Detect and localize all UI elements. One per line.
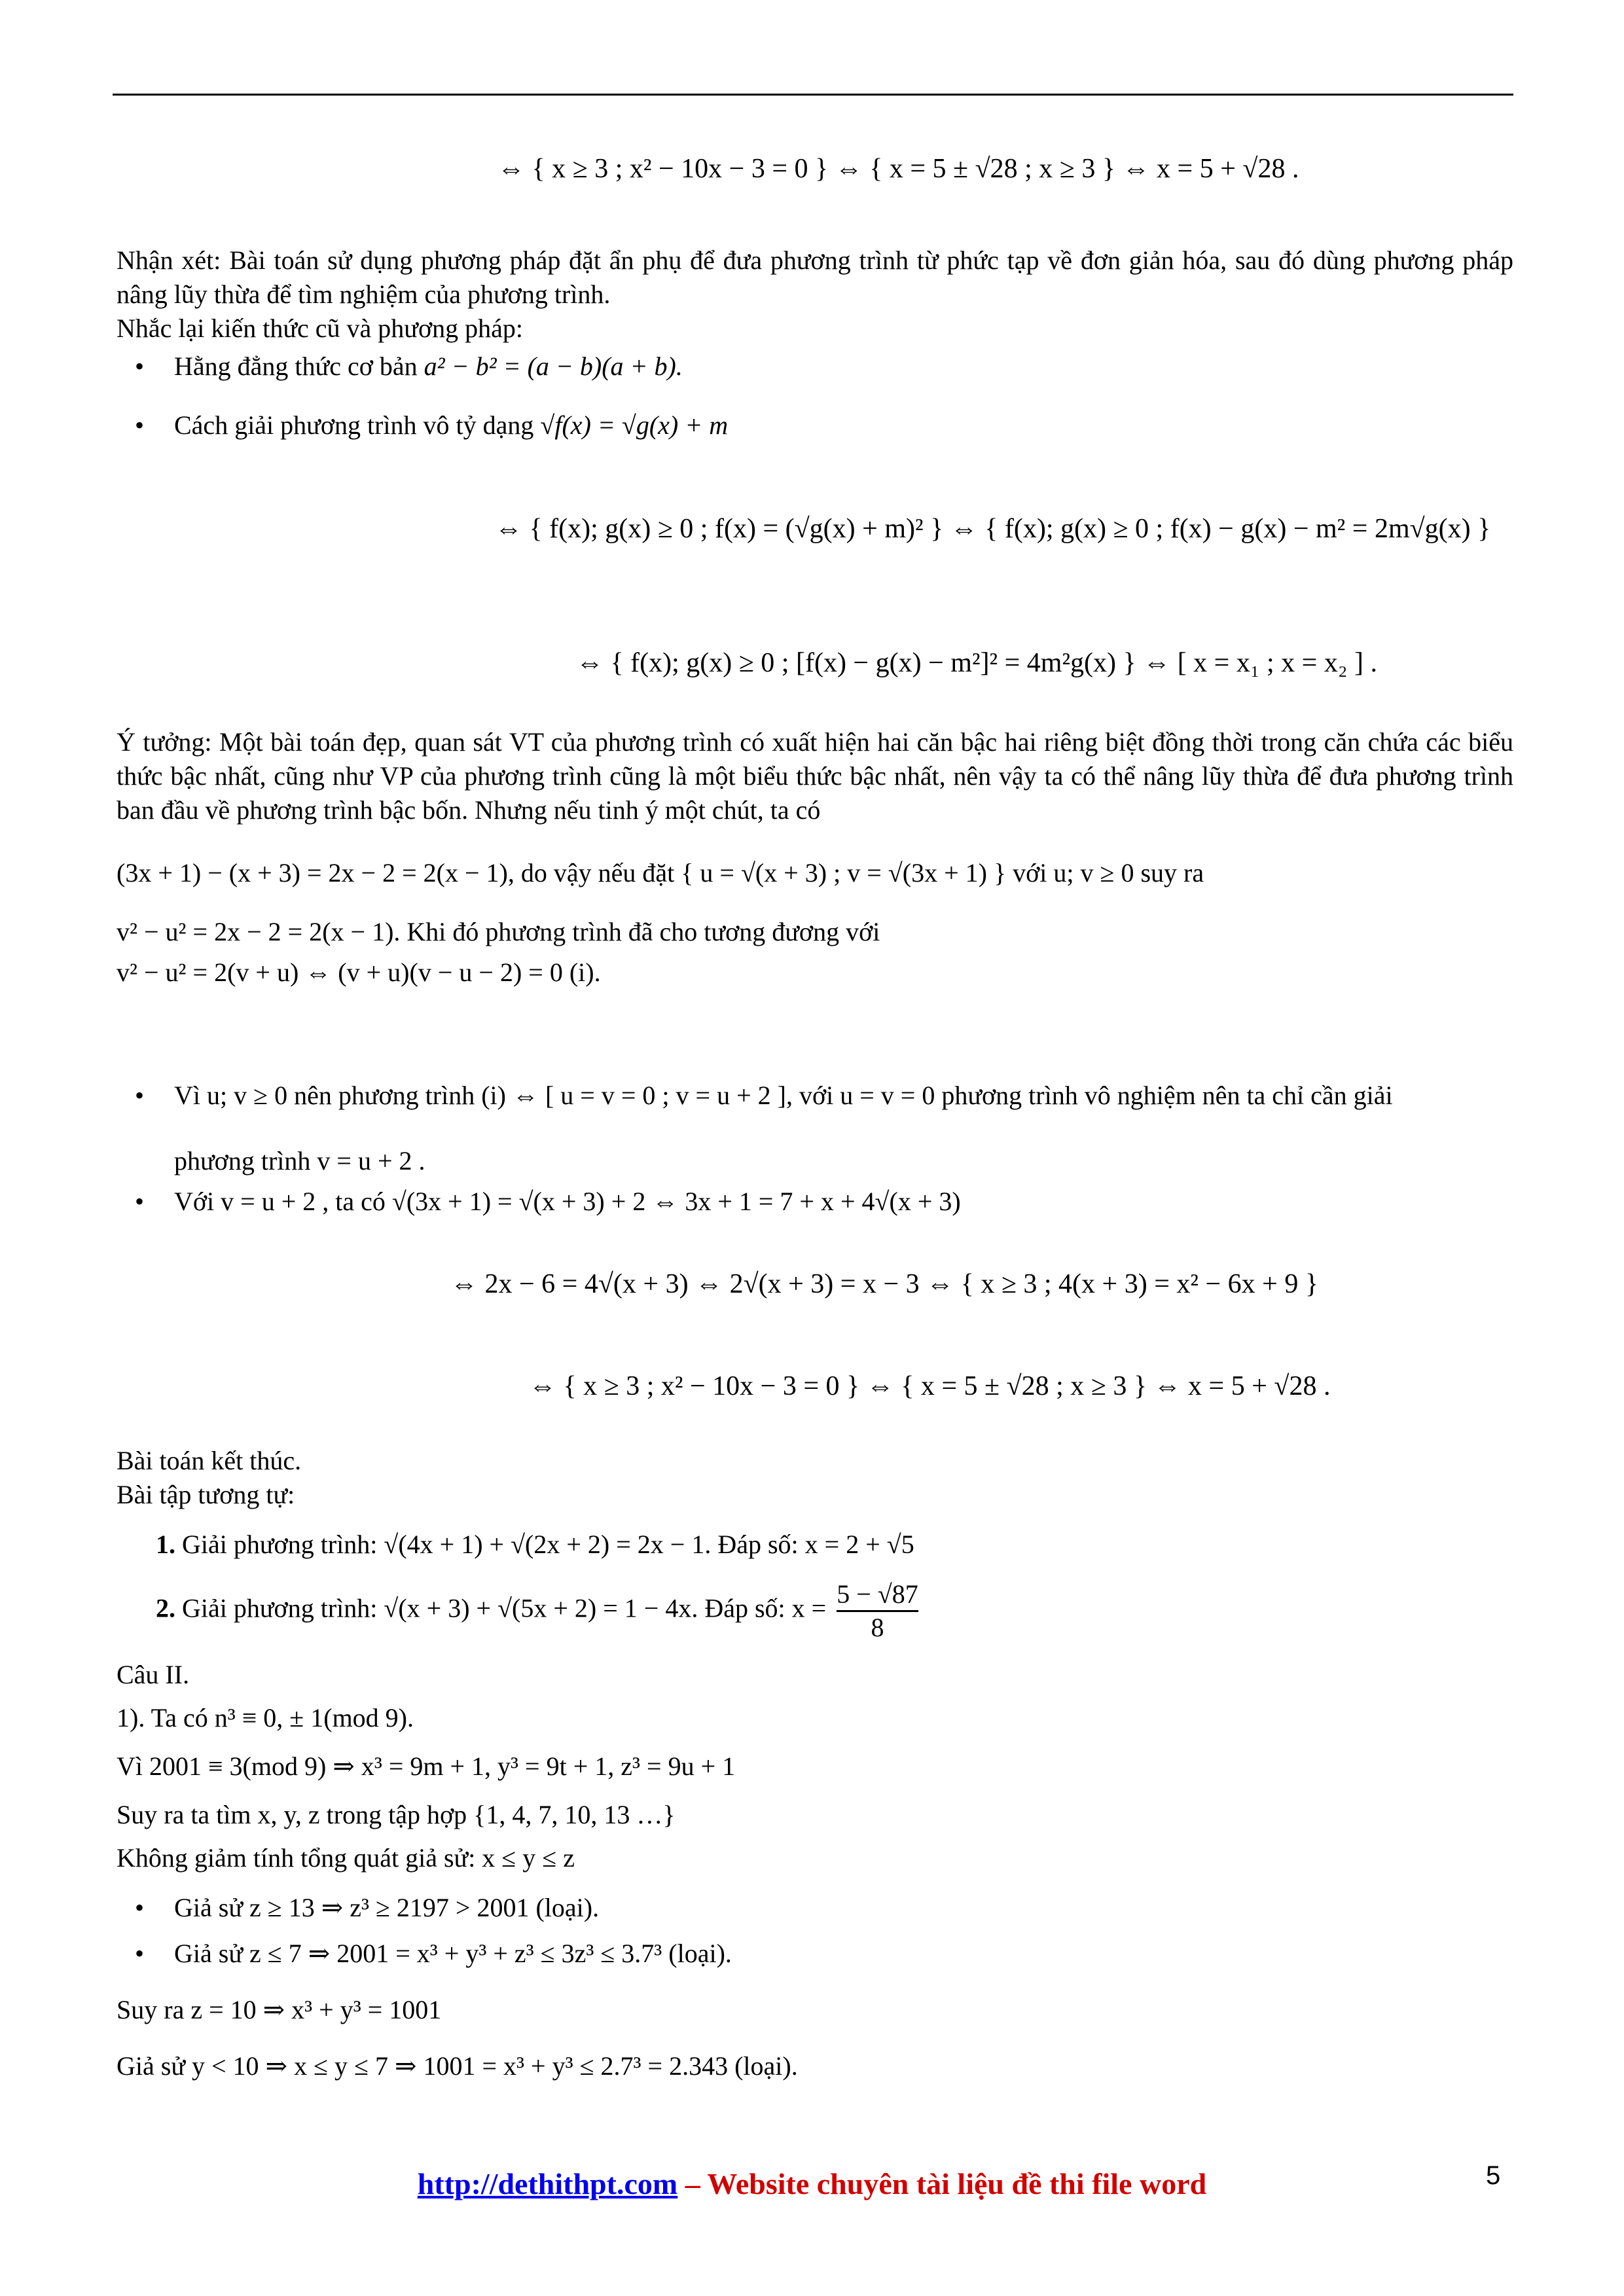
exercise-1: [117, 1528, 1513, 1562]
bullet-method: [117, 408, 1513, 442]
cau2-line-4: Không giảm tính tổng quát giả sử: x ≤ y ≤ z: [117, 1843, 575, 1873]
page-number: 5: [1486, 2161, 1501, 2190]
equation-top-result: ⇔ { x ≥ 3 ; x² − 10x − 3 = 0 } ⇔ { x = 5 ± √28 ; x ≥ 3 } ⇔ x = 5 + √28 .: [497, 154, 1299, 184]
exercise-2-label: 2.: [156, 1593, 175, 1623]
bullet-method-formula: √f(x) = √g(x) + m: [540, 410, 729, 440]
cau2-line-2: Vì 2001 ≡ 3(mod 9) ⇒ x³ = 9m + 1, y³ = 9t + 1, z³ = 9u + 1: [117, 1751, 736, 1781]
bullet-case-split-line2: phương trình v = u + 2 .: [174, 1146, 425, 1175]
bullet-identity-text: Hằng đẳng thức cơ bản: [174, 351, 418, 381]
footer: [0, 2166, 1624, 2201]
exercise-2-numerator: 5 − √87: [837, 1579, 918, 1609]
cau2-line-5: Suy ra z = 10 ⇒ x³ + y³ = 1001: [117, 1995, 442, 2024]
idea-line-c: v² − u² = 2(v + u) ⇔ (v + u)(v − u − 2) = 0 (i).: [117, 958, 601, 987]
header-rule: [113, 94, 1513, 96]
exercise-1-text: Giải phương trình: √(4x + 1) + √(2x + 2) = 2x − 1. Đáp số: x = 2 + √5: [182, 1530, 914, 1559]
remark-block: [117, 243, 1513, 442]
bullet-identity: [117, 350, 1513, 384]
cau2-bullet-2: • Giả sử z ≤ 7 ⇒ 2001 = x³ + y³ + z³ ≤ 3z³ ≤ 3.7³ (loại).: [117, 1935, 1513, 1973]
idea-block: [117, 725, 1513, 990]
idea-line-a: (3x + 1) − (x + 3) = 2x − 2 = 2(x − 1), do vậy nếu đặt { u = √(x + 3) ; v = √(3x + 1) } với u; v ≥ 0 suy ra: [117, 858, 1204, 888]
bullet-method-text: Cách giải phương trình vô tỷ dạng: [174, 410, 534, 440]
method-equation-1: ⇔ { f(x); g(x) ≥ 0 ; f(x) = (√g(x) + m)² } ⇔ { f(x); g(x) ≥ 0 ; f(x) − g(x) − m² = 2m√g(x) }: [495, 514, 1491, 544]
cau2-line-1: 1). Ta có n³ ≡ 0, ± 1(mod 9).: [117, 1703, 414, 1732]
finished-text: Bài toán kết thúc.: [117, 1446, 302, 1475]
cau2-bullet-1: • Giả sử z ≥ 13 ⇒ z³ ≥ 2197 > 2001 (loại).: [117, 1889, 1513, 1927]
cau2-title: Câu II.: [117, 1660, 190, 1689]
bullet-case-split: [117, 1079, 1513, 1113]
exercise-2-answer-fraction: [837, 1579, 918, 1643]
exercise-2: [117, 1579, 1513, 1643]
exercise-1-label: 1.: [156, 1530, 175, 1559]
bullet-solve: [117, 1185, 1513, 1219]
recall-title: Nhắc lại kiến thức cũ và phương pháp:: [117, 314, 523, 343]
idea-text: Ý tưởng: Một bài toán đẹp, quan sát VT của phương trình có xuất hiện hai căn bậc hai riêng biệt đồng thời trong căn chứa các biểu thức bậc nhất, cũng như VP của phương trình cũng là một biểu thức bậc nhất, nên vậy ta có thể nâng lũy thừa để đưa phương trình ban đầu về phương trình bậc bốn. Nhưng nếu tinh ý một chút, ta có: [117, 727, 1513, 825]
bullet-identity-formula: a² − b² = (a − b)(a + b).: [424, 351, 683, 381]
similar-title: Bài tập tương tự:: [117, 1480, 295, 1509]
bullet-solve-line1: Với v = u + 2 , ta có √(3x + 1) = √(x + 3) + 2 ⇔ 3x + 1 = 7 + x + 4√(x + 3): [174, 1187, 961, 1216]
idea-line-b: v² − u² = 2x − 2 = 2(x − 1). Khi đó phương trình đã cho tương đương với: [117, 917, 880, 946]
footer-tagline: – Website chuyên tài liệu đề thi file word: [677, 2167, 1207, 2200]
cau2-line-3: Suy ra ta tìm x, y, z trong tập hợp {1, 4, 7, 10, 13 …}: [117, 1800, 676, 1829]
method-equation-2: ⇔ { f(x); g(x) ≥ 0 ; [f(x) − g(x) − m²]² = 4m²g(x) } ⇔ [ x = x₁ ; x = x₂ ] .: [576, 648, 1377, 678]
bullet-case-split-line1: Vì u; v ≥ 0 nên phương trình (i) ⇔ [ u = v = 0 ; v = u + 2 ], với u = v = 0 phương trình vô nghiệm nên ta chỉ cần giải: [174, 1081, 1393, 1110]
exercise-2-denominator: 8: [837, 1610, 918, 1643]
cau2-line-6: Giả sử y < 10 ⇒ x ≤ y ≤ 7 ⇒ 1001 = x³ + y³ ≤ 2.7³ = 2.343 (loại).: [117, 2051, 798, 2081]
solution-bullets: [117, 1079, 1513, 1219]
exercises-block: [117, 1444, 1513, 1643]
exercise-2-text: Giải phương trình: √(x + 3) + √(5x + 2) = 1 − 4x. Đáp số: x =: [182, 1593, 827, 1623]
solve-equation-2: ⇔ 2x − 6 = 4√(x + 3) ⇔ 2√(x + 3) = x − 3 ⇔ { x ≥ 3 ; 4(x + 3) = x² − 6x + 9 }: [450, 1269, 1319, 1299]
footer-link[interactable]: http://dethithpt.com: [417, 2167, 678, 2200]
remark-text: Nhận xét: Bài toán sử dụng phương pháp đặt ẩn phụ để đưa phương trình từ phức tạp về đơn giản hóa, sau đó dùng phương pháp nâng lũy thừa để tìm nghiệm của phương trình.: [117, 245, 1513, 309]
solve-equation-3: ⇔ { x ≥ 3 ; x² − 10x − 3 = 0 } ⇔ { x = 5 ± √28 ; x ≥ 3 } ⇔ x = 5 + √28 .: [529, 1371, 1331, 1401]
cau2-block: [117, 1656, 1513, 2085]
